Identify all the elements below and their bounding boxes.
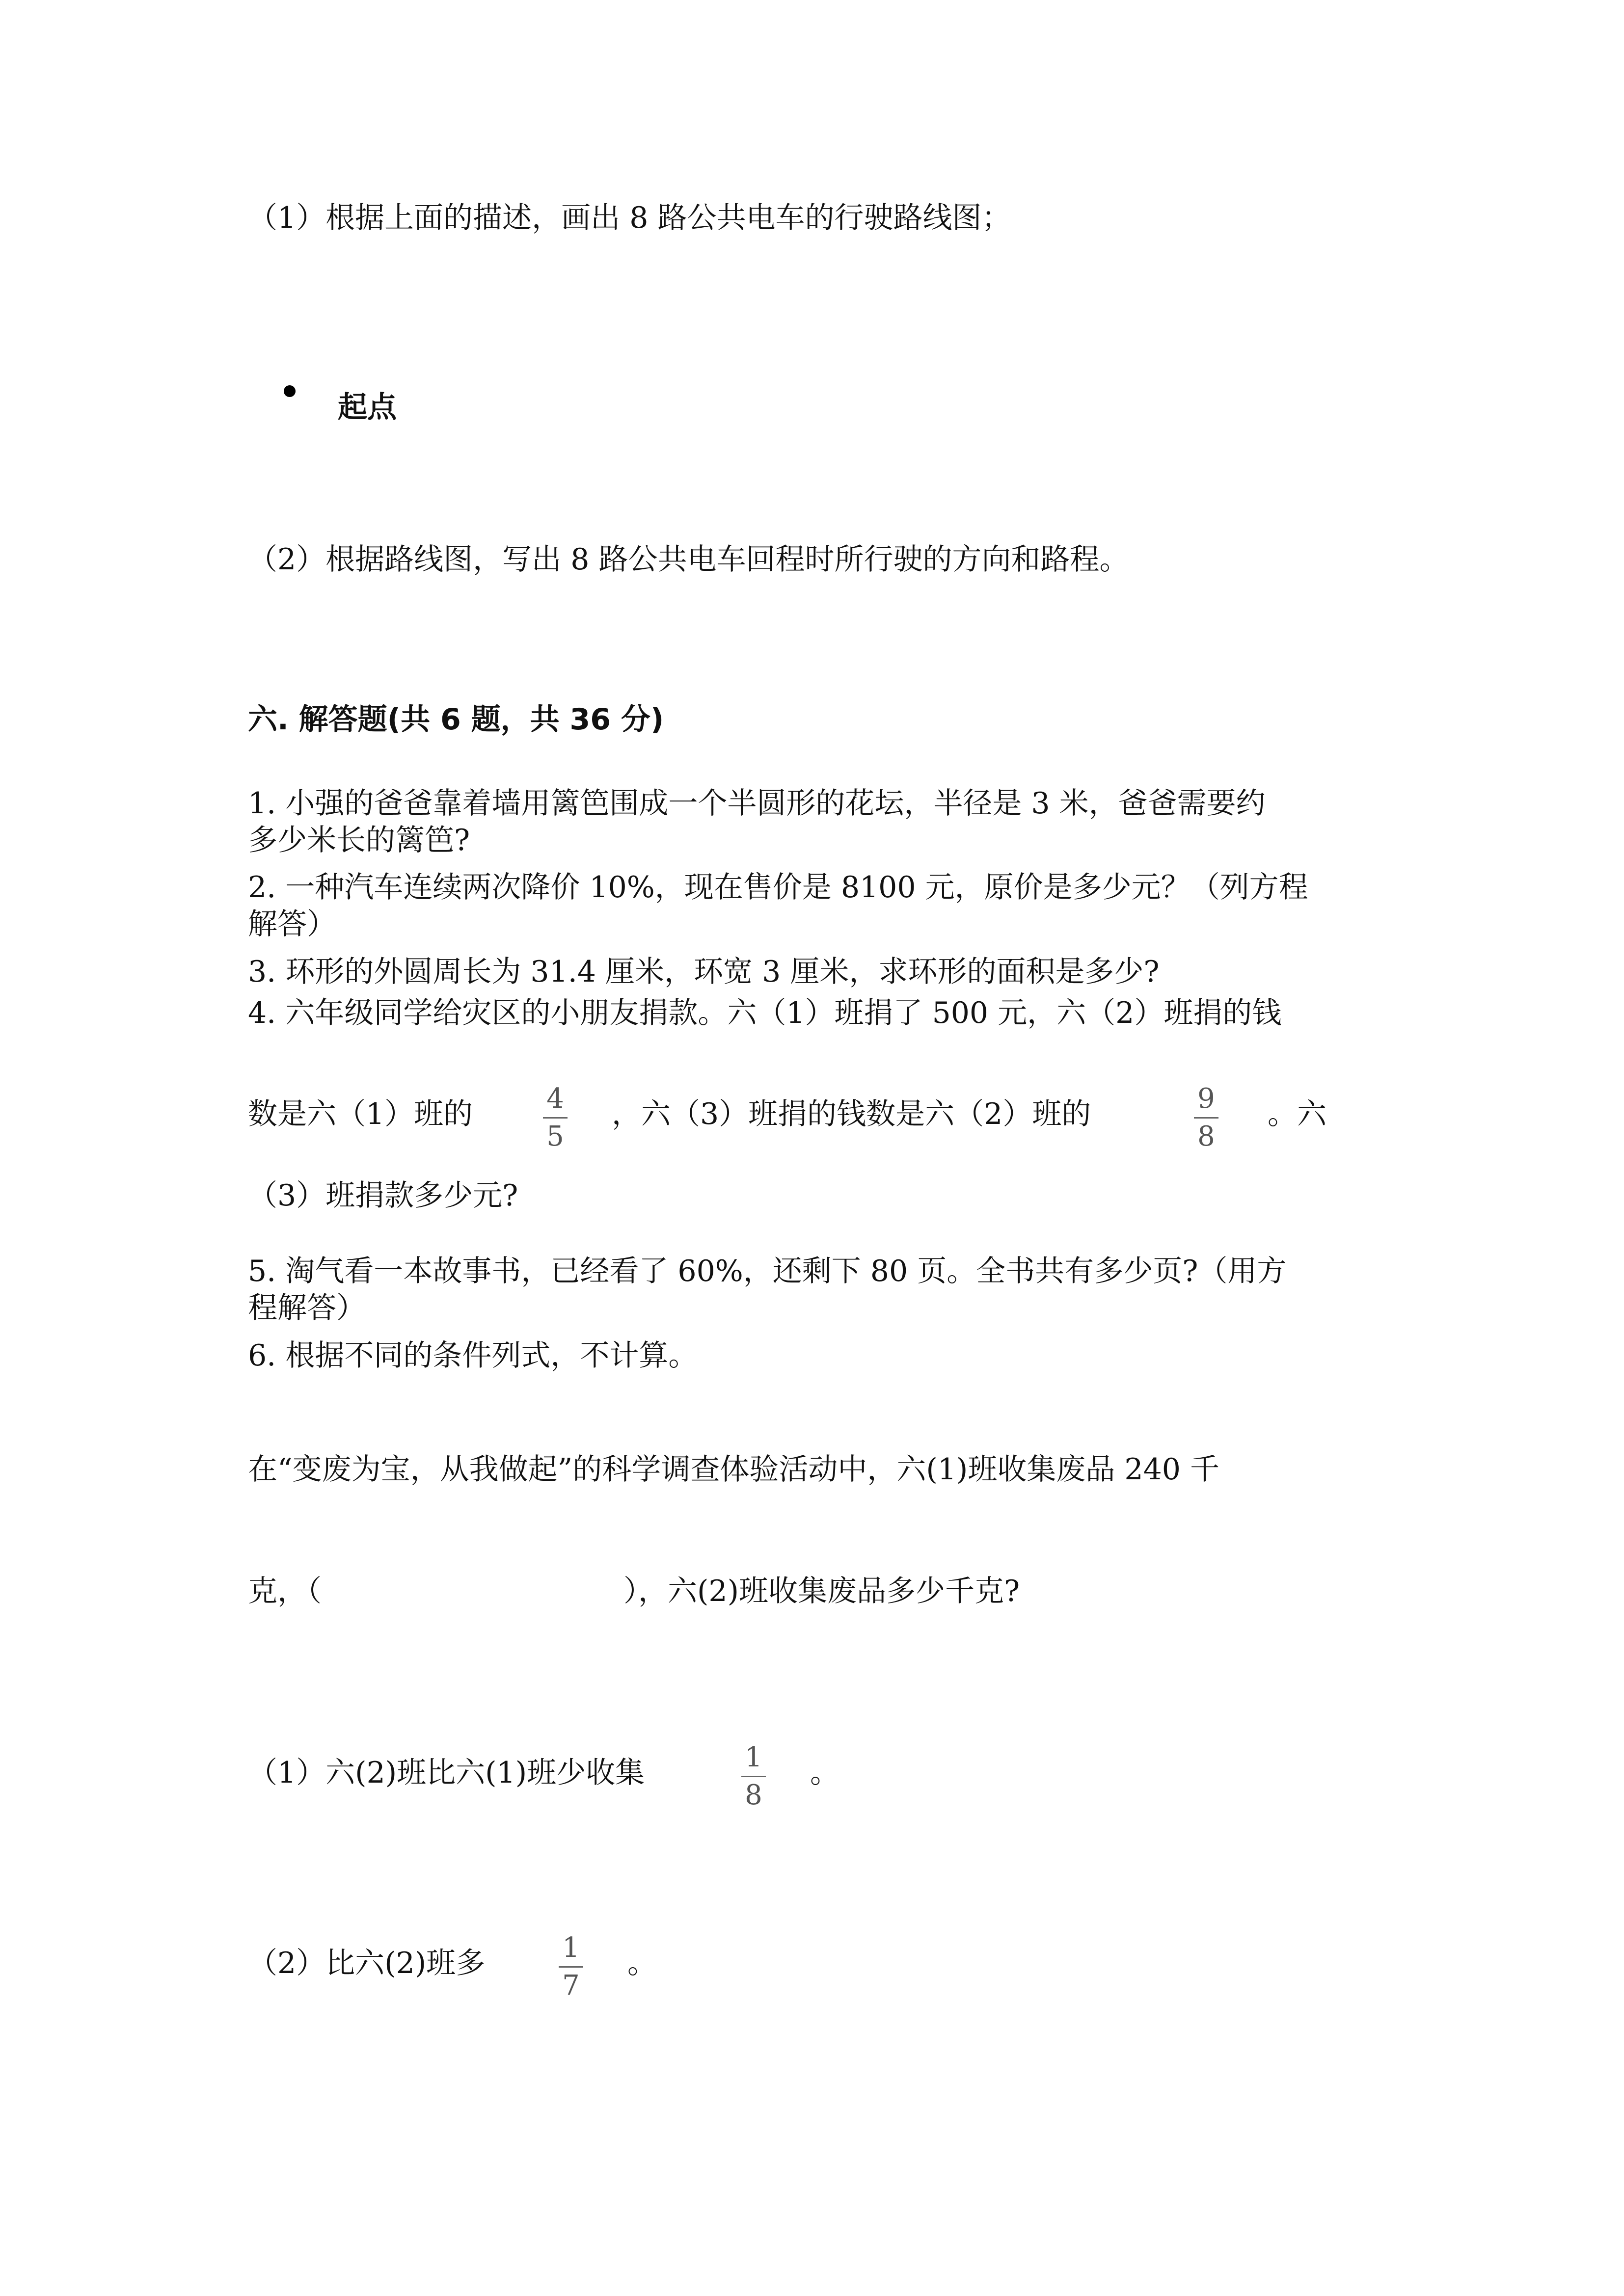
problem-6-context-line-2a: 克，（ <box>248 1574 322 1608</box>
problem-1-line-1: 1. 小强的爸爸靠着墙用篱笆围成一个半圆形的花坛，半径是 3 米，爸爸需要约 <box>248 786 1266 821</box>
problem-1-line-2: 多少米长的篱笆? <box>248 823 470 857</box>
condition-2-end: 。 <box>627 1946 657 1980</box>
problem-4-text-a: 数是六（1）班的 <box>248 1097 473 1131</box>
section-title: 六. 解答题(共 6 题，共 36 分) <box>248 702 664 737</box>
start-point-dot <box>284 385 296 397</box>
fraction-numerator: 4 <box>546 1083 564 1115</box>
problem-4-text-c: 。六 <box>1268 1097 1326 1131</box>
problem-2-line-1: 2. 一种汽车连续两次降价 10%，现在售价是 8100 元，原价是多少元？（列方程 <box>248 870 1308 905</box>
problem-5-line-1: 5. 淘气看一本故事书，已经看了 60%，还剩下 80 页。全书共有多少页?（用方 <box>248 1254 1287 1288</box>
fraction-1-7 <box>554 1933 588 2001</box>
problem-6: 6. 根据不同的条件列式，不计算。 <box>248 1338 698 1373</box>
fraction-bar <box>559 1966 583 1968</box>
question-1: （1）根据上面的描述，画出 8 路公共电车的行驶路线图； <box>248 201 1011 235</box>
condition-2-text: （2）比六(2)班多 <box>248 1946 486 1980</box>
problem-4-line-3: （3）班捐款多少元? <box>248 1178 518 1213</box>
problem-2-line-2: 解答） <box>248 907 336 941</box>
problem-4-text-b: ，六（3）班捐的钱数是六（2）班的 <box>612 1097 1091 1131</box>
fraction-denominator: 8 <box>1197 1121 1215 1152</box>
fraction-bar <box>543 1117 568 1119</box>
fraction-denominator: 8 <box>745 1779 762 1811</box>
fraction-9-8 <box>1189 1084 1223 1152</box>
fraction-numerator: 1 <box>562 1932 580 1964</box>
fraction-1-8 <box>736 1742 771 1811</box>
problem-4-line-1: 4. 六年级同学给灾区的小朋友捐款。六（1）班捐了 500 元，六（2）班捐的钱 <box>248 996 1282 1030</box>
fraction-denominator: 7 <box>562 1970 580 2002</box>
problem-6-context-line-1: 在“变废为宝，从我做起”的科学调查体验活动中，六(1)班收集废品 240 千 <box>248 1452 1220 1487</box>
fraction-numerator: 9 <box>1197 1083 1215 1115</box>
question-2: （2）根据路线图，写出 8 路公共电车回程时所行驶的方向和路程。 <box>248 542 1129 577</box>
fraction-bar <box>741 1776 766 1777</box>
fraction-bar <box>1194 1117 1218 1119</box>
condition-1-text: （1）六(2)班比六(1)班少收集 <box>248 1756 645 1790</box>
fraction-4-5 <box>538 1084 572 1152</box>
start-point-label: 起点 <box>338 390 397 425</box>
problem-6-context-line-2b: ），六(2)班收集废品多少千克? <box>623 1574 1020 1608</box>
problem-5-line-2: 程解答） <box>248 1291 366 1325</box>
problem-3: 3. 环形的外圆周长为 31.4 厘米，环宽 3 厘米，求环形的面积是多少? <box>248 955 1160 989</box>
condition-1-end: 。 <box>810 1756 839 1790</box>
fraction-denominator: 5 <box>546 1121 564 1152</box>
fraction-numerator: 1 <box>745 1741 762 1773</box>
